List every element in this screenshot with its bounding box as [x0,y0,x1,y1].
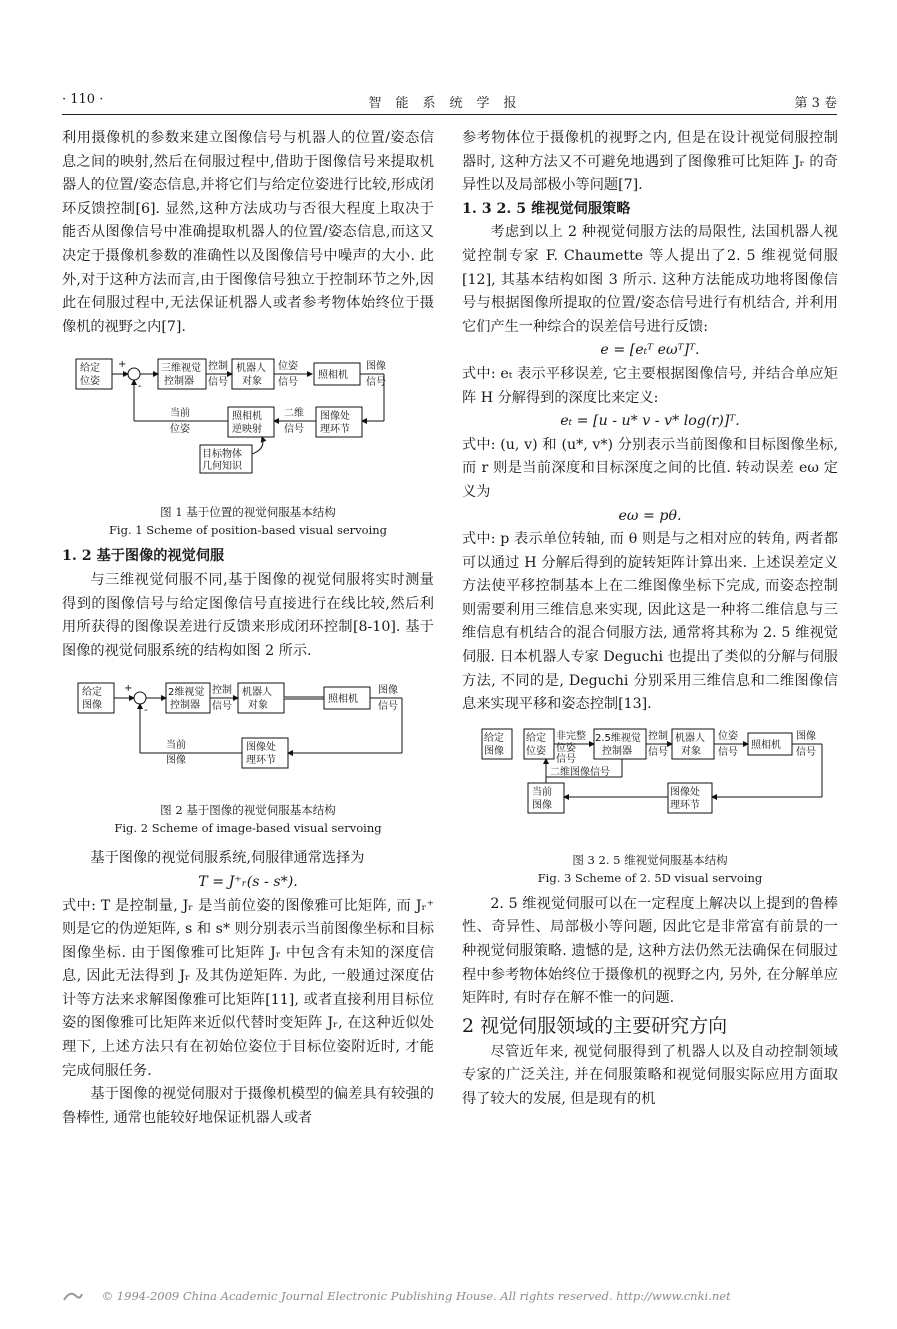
svg-text:照相机: 照相机 [232,411,262,423]
running-header [62,92,837,112]
svg-text:当前: 当前 [532,786,552,798]
left-paragraph-1: 利用摄像机的参数来建立图像信号与机器人的位置/姿态信息之间的映射,然后在伺服过程中,借助于图像信号来提取机器人的位置/姿态信息,并将它们与给定位姿进行比较,形成闭环反馈控制[6]. 显然,这种方法成功与否很大程度上取决于能否从图像信号中准确提取机器人的位置/姿态信息,而这又决定于摄像机参数的准确性以及图像信号中噪声的大小. 此外,对于这种方法而言,由于图像信号独立于控制环节之外,因此在伺服过程中,无法保证机器人或者参考物体始终位于摄像机的视野之内[7]. [62,130,434,335]
svg-text:理环节: 理环节 [320,424,350,436]
svg-text:图像处: 图像处 [246,742,276,754]
svg-text:图像: 图像 [366,361,386,373]
svg-text:控制: 控制 [208,361,228,373]
figure-3-caption-cn: 图 3 2. 5 维视觉伺服基本结构 [572,852,728,867]
svg-text:+: + [118,359,127,371]
svg-text:逆映射: 逆映射 [232,424,262,436]
figure-3-diagram [462,725,838,825]
right-paragraph-5: 式中: p 表示单位转轴, 而 θ 则是与之相对应的转角, 两者都可以通过 H 分解后得到的旋转矩阵计算出来. 上述误差定义方法使平移控制基本上在二维图像坐标下完成, 而姿态控制则需要利用三维信息来实现, 因此这是一种将二维信息与三维信息有机结合的混合伺服方法, 通常将其称为 2. 5 维视觉伺服. 日本机器人专家 Deguchi 也提出了类似的分解与伺服方法, 不同的是, Deguchi 分别采用三维信息和二维图像信息来实现平移和姿态控制[13]. [462,531,838,713]
svg-text:给定: 给定 [484,732,504,744]
equation-control-law: T = J⁺ᵣ(s - s*). [198,873,298,890]
svg-text:图像: 图像 [378,685,398,697]
svg-text:图像: 图像 [82,700,102,712]
svg-text:-: - [138,381,142,393]
svg-text:信号: 信号 [378,701,398,713]
svg-text:图像: 图像 [166,755,186,767]
figure-1 [62,349,434,479]
svg-text:位姿: 位姿 [170,424,190,436]
svg-text:照相机: 照相机 [328,694,358,706]
svg-text:图像: 图像 [796,730,816,742]
svg-text:二维: 二维 [284,408,304,420]
copyright-text: © 1994-2009 China Academic Journal Electronic Publishing House. All rights reserved. http://www.cnki.net [101,1289,731,1303]
section-1-2-heading: 1. 2 基于图像的视觉伺服 [62,548,225,565]
figure-1-caption-en: Fig. 1 Scheme of position-based visual servoing [108,523,388,538]
svg-text:理环节: 理环节 [670,799,700,811]
figure-2-caption-en: Fig. 2 Scheme of image-based visual servoing [114,821,382,836]
svg-text:当前: 当前 [170,408,190,420]
svg-text:图像处: 图像处 [670,786,700,798]
right-paragraph-7: 尽管近年来, 视觉伺服得到了机器人以及自动控制领域专家的广泛关注, 并在伺服策略和视觉伺服实际应用方面取得了较大的发展, 但是现有的机 [462,1043,838,1107]
svg-text:信号: 信号 [648,746,668,758]
right-paragraph-1: 参考物体位于摄像机的视野之内, 但是在设计视觉伺服控制器时, 这种方法又不可避免地遇到了图像雅可比矩阵 Jᵣ 的奇异性以及局部极小等问题[7]. [462,130,838,194]
svg-text:2.5维视觉: 2.5维视觉 [595,732,641,744]
left-paragraph-5: 基于图像的视觉伺服对于摄像机模型的偏差具有较强的鲁棒性, 通常也能较好地保证机器人或者 [62,1086,434,1126]
svg-text:控制: 控制 [648,730,668,742]
svg-text:信号: 信号 [796,746,816,758]
fig1-box-goal-1: 给定 [80,363,100,375]
svg-text:位姿: 位姿 [556,742,576,754]
svg-text:-: - [144,705,148,717]
svg-text:目标物体: 目标物体 [202,449,242,461]
svg-text:控制: 控制 [212,685,232,697]
svg-text:照相机: 照相机 [751,739,781,751]
svg-text:给定: 给定 [82,687,102,699]
figure-3 [462,725,838,825]
svg-text:信号: 信号 [208,377,228,389]
figure-2 [62,675,434,775]
svg-text:图像: 图像 [484,745,504,757]
equation-translation-error: eₜ = [u - u* v - v* log(r)]ᵀ. [560,413,740,430]
svg-text:对象: 对象 [248,700,268,712]
svg-text:给定: 给定 [526,732,546,744]
svg-text:图像处: 图像处 [320,411,350,423]
svg-text:+: + [124,683,133,695]
svg-text:2维视觉: 2维视觉 [168,687,205,699]
journal-name: 智能系统学报 [368,96,531,111]
fig1-box-ctrl-1: 三维视觉 [161,363,201,375]
cnki-logo-icon [62,1290,84,1304]
figure-3-caption-en: Fig. 3 Scheme of 2. 5D visual servoing [537,870,763,885]
equation-error: e = [eₜᵀ eωᵀ]ᵀ. [600,342,700,359]
svg-text:当前: 当前 [166,740,186,752]
section-2-heading: 2 视觉伺服领域的主要研究方向 [462,1014,728,1037]
svg-text:信号: 信号 [212,701,232,713]
equation-rotation-error: eω = pθ. [618,507,682,524]
left-paragraph-2: 与三维视觉伺服不同,基于图像的视觉伺服将实时测量得到的图像信号与给定图像信号直接进行在线比较,然后利用所获得的图像误差进行反馈来形成闭环控制[8-10]. 基于图像的视觉伺服系统的结构如图 2 所示. [62,571,434,659]
svg-text:信号: 信号 [278,377,298,389]
page-number: · 110 · [62,92,104,107]
figure-1-caption-cn: 图 1 基于位置的视觉伺服基本结构 [160,505,336,520]
right-paragraph-4: 式中: (u, v) 和 (u*, v*) 分别表示当前图像和目标图像坐标, 而 r 则是当前深度和目标深度之间的比值. 转动误差 eω 定义为 [462,436,838,500]
right-paragraph-3: 式中: eₜ 表示平移误差, 它主要根据图像信号, 并结合单应矩阵 H 分解得到的深度比来定义: [462,365,838,406]
svg-text:机器人: 机器人 [675,732,705,744]
header-rule [62,114,837,115]
right-column [462,127,838,1112]
svg-text:理环节: 理环节 [246,755,276,767]
svg-text:机器人: 机器人 [236,363,266,375]
right-paragraph-2: 考虑到以上 2 种视觉伺服方法的局限性, 法国机器人视觉控制专家 F. Chaumette 等人提出了2. 5 维视觉伺服[12], 其基本结构如图 3 所示. 这种方法能成功地将图像信号与根据图像所提取的位置/姿态信号进行有机结合, 并利用它们产生一种综合的误差信号进行反馈: [462,224,838,335]
svg-text:机器人: 机器人 [242,687,272,699]
svg-text:照相机: 照相机 [318,370,348,382]
svg-text:控制器: 控制器 [170,700,200,712]
fig1-box-ctrl-2: 控制器 [164,376,194,388]
figure-2-caption-cn: 图 2 基于图像的视觉伺服基本结构 [160,803,336,818]
svg-text:位姿: 位姿 [526,745,546,757]
fig1-box-goal-2: 位姿 [80,376,100,388]
figure-2-diagram [62,675,434,775]
svg-text:对象: 对象 [242,376,262,388]
section-1-3-heading: 1. 3 2. 5 维视觉伺服策略 [462,200,631,217]
svg-text:位姿: 位姿 [278,361,298,373]
svg-text:位姿: 位姿 [718,730,738,742]
svg-text:几何知识: 几何知识 [202,461,242,473]
right-paragraph-6: 2. 5 维视觉伺服可以在一定程度上解决以上提到的鲁棒性、奇异性、局部极小等问题, 因此它是非常富有前景的一种视觉伺服策略. 遗憾的是, 这种方法仍然无法确保在伺服过程中参考物体始终位于摄像机的视野之内, 另外, 在分解单应矩阵时, 有时存在解不惟一的问题. [462,895,838,1007]
svg-text:信号: 信号 [556,753,576,765]
svg-text:信号: 信号 [366,377,386,389]
svg-text:非完整: 非完整 [556,730,586,742]
svg-text:信号: 信号 [718,746,738,758]
left-column [62,127,434,1130]
svg-text:控制器: 控制器 [602,745,632,757]
svg-text:对象: 对象 [681,745,701,757]
left-paragraph-4: 式中: T 是控制量, Jᵣ 是当前位姿的图像雅可比矩阵, 而 Jᵣ⁺ 则是它的伪逆矩阵, s 和 s* 则分别表示当前图像坐标和目标图像坐标. 由于图像雅可比矩阵 Jᵣ 中包含有未知的深度信息, 因此无法得到 Jᵣ 及其伪逆矩阵. 为此, 一般通过深度估计等方法来求解图像雅可比矩阵[11], 或者直接利用目标位姿的图像雅可比矩阵来近似代替时变矩阵 Jᵣ, 在这种近似处理下, 上述方法只有在初始位姿位于目标位姿附近时, 才能完成伺服任务. [62,897,434,1079]
copyright-footer [62,1289,837,1304]
svg-text:信号: 信号 [284,424,304,436]
figure-1-diagram [62,349,434,479]
svg-text:图像: 图像 [532,799,552,811]
left-paragraph-3: 基于图像的视觉伺服系统,伺服律通常选择为 [90,850,365,867]
svg-text:二维图像信号: 二维图像信号 [550,766,610,778]
volume-label: 第 3 卷 [794,96,837,111]
